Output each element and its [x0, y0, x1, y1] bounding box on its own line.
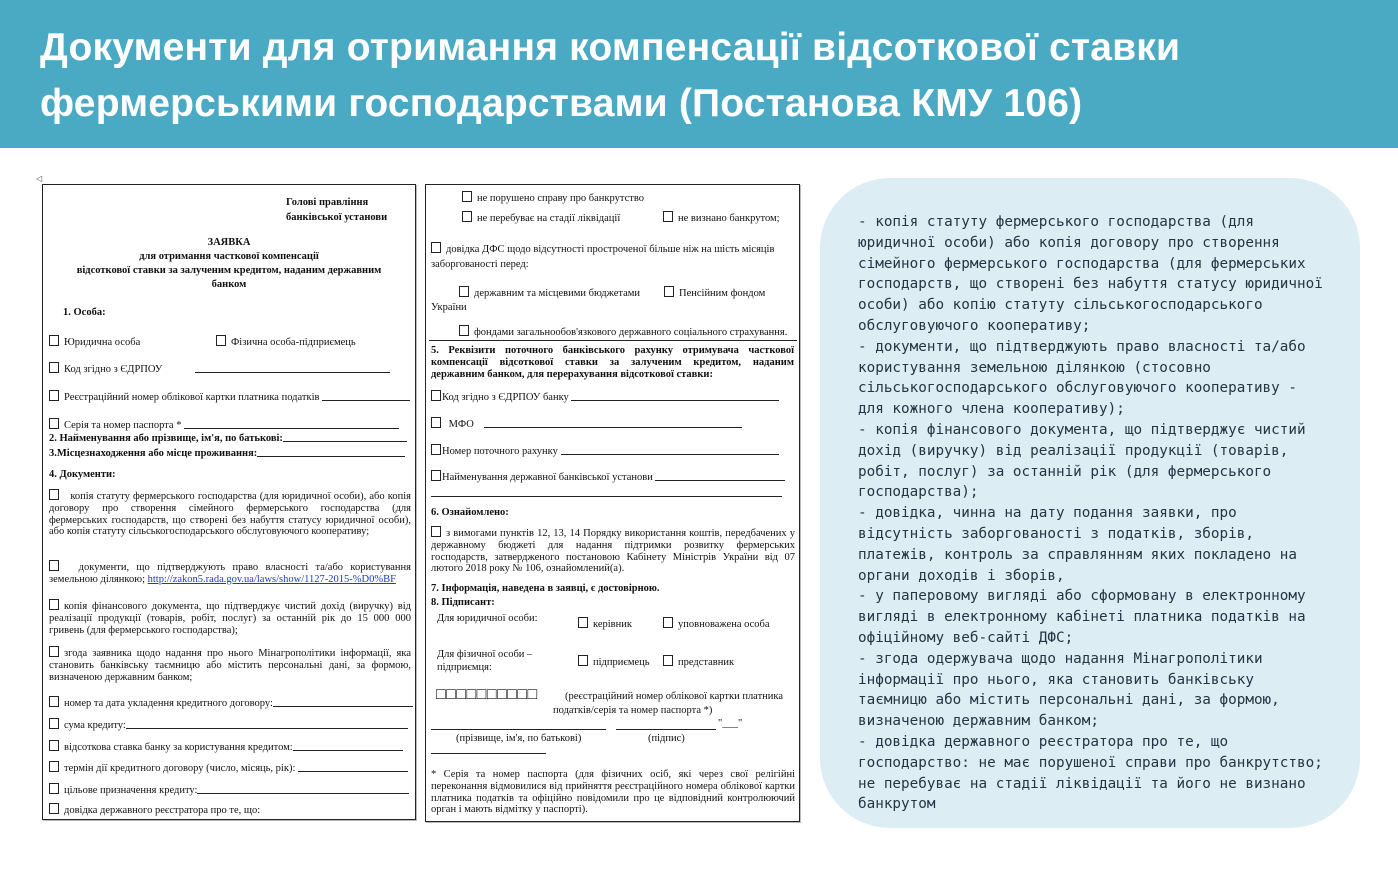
section-2-heading: 2. Найменування або прізвище, ім'я, по батькові:	[49, 432, 407, 445]
credit-agreement-field[interactable]: номер та дата укладення кредитного договору:	[49, 696, 413, 710]
doc-statute-checkbox[interactable]	[49, 489, 59, 500]
credit-amount-checkbox[interactable]	[49, 718, 59, 729]
dfs-cert-checkbox[interactable]	[431, 242, 441, 253]
legal-entity-option[interactable]: Юридична особа	[49, 335, 140, 349]
section-6-heading: 6. Ознайомлено:	[431, 507, 509, 518]
doc-statute-item[interactable]: копія статуту фермерського господарства (для юридичної особи), або копія договору про створення сімейного фермерського господарства (для фермерських господарств, що створені без набуття статусу юридичної особи), або копія статуту сільськогосподарського обслуговуючого кооперативу;	[49, 491, 411, 538]
registrar-cert-field[interactable]: довідка державного реєстратора про те, що:	[49, 803, 260, 817]
no-liquidation-checkbox[interactable]	[462, 211, 472, 222]
requirement-item: - згода одержувача щодо надання Мінагрополітики інформації про нього, яка становить банківську таємницю або містить персональні дані, за формою, визначеною державним банком;	[858, 650, 1280, 730]
interest-rate-field[interactable]: відсоткова ставка банку за користування кредитом:	[49, 740, 403, 754]
representative-checkbox[interactable]	[663, 655, 673, 666]
entrepreneur-option[interactable]: підприємець	[578, 655, 650, 669]
edrpou-field[interactable]: Код згідно з ЄДРПОУ	[49, 362, 390, 376]
section-8-heading: 8. Підписант:	[431, 597, 495, 608]
footnote-divider	[431, 753, 546, 754]
bank-name-checkbox[interactable]	[431, 470, 441, 481]
requirement-item: - довідка, чинна на дату подання заявки, про відсутність заборгованості з податків, зборів, платежів, контроль за справлянням яких покладено на органи доходів і зборів,	[858, 505, 1297, 584]
requirement-item: - документи, що підтверджують право власності та/або користування земельною ділянкою (стосовно сільськогосподарського обслуговуючого кооперативу - для кожного члена кооперативу);	[858, 338, 1306, 418]
acquainted-checkbox[interactable]	[431, 526, 441, 537]
budgets-option[interactable]: державним та місцевими бюджетами	[459, 286, 640, 300]
application-form-page-2	[425, 184, 800, 822]
requirement-item: - довідка державного реєстратора про те, що господарство: не має порушеної справи про банкрутство; не перебуває на стадії ліквідації та його не визнано банкрутом	[858, 733, 1323, 813]
passport-checkbox[interactable]	[49, 418, 59, 429]
section-1-heading: 1. Особа:	[63, 307, 106, 318]
title-banner	[0, 0, 1398, 148]
form-subtitle-2: відсоткової ставки за залученим кредитом, наданим державним	[76, 265, 382, 276]
not-bankrupt-checkbox[interactable]	[663, 211, 673, 222]
not-bankrupt-option[interactable]: не визнано банкрутом;	[663, 211, 780, 225]
for-legal-label: Для юридичної особи:	[437, 613, 538, 624]
dfs-cert-line-2: заборгованості перед:	[431, 259, 529, 270]
individual-checkbox[interactable]	[216, 335, 226, 346]
requirement-item: - копія фінансового документа, що підтверджує чистий дохід (виручку) від реалізації продукції (товарів, робіт, послуг) за останній рік (для фермерського господарства);	[858, 421, 1306, 501]
doc-consent-item[interactable]: згода заявника щодо надання про нього Мінагрополітики інформації, яка становить банківську таємницю або містить персональні дані, за формою, визначеною державним банком;	[49, 648, 411, 683]
application-form-page-1	[42, 184, 416, 820]
bank-name-line-2	[431, 496, 782, 497]
requirements-list	[858, 212, 1328, 815]
addressee-line-1: Голові правління	[286, 197, 369, 208]
land-rights-link[interactable]: http://zakon5.rada.gov.ua/laws/show/1127-2015-%D0%BF	[147, 573, 396, 585]
credit-purpose-field[interactable]: цільове призначення кредиту:	[49, 783, 409, 797]
legal-entity-checkbox[interactable]	[49, 335, 59, 346]
form-subtitle-3: банком	[211, 279, 247, 290]
registrar-cert-checkbox[interactable]	[49, 803, 59, 814]
passport-field[interactable]: Серія та номер паспорта *	[49, 418, 399, 432]
social-funds-checkbox[interactable]	[459, 325, 469, 336]
for-individual-label-1: Для фізичної особи –	[437, 649, 533, 660]
ukraine-text: України	[431, 302, 467, 313]
tax-number-label-1: (реєстраційний номер облікової картки платника	[565, 691, 783, 702]
divider	[429, 340, 797, 341]
footnote: * Серія та номер паспорта (для фізичних осіб, які через свої релігійні переконання відмовилися від прийняття реєстраційного номера облікової картки платника податків та офіційно повідомили про це відповідний контролюючий орган і мають відмітку у паспорті).	[431, 769, 795, 816]
authorized-option[interactable]: уповноважена особа	[663, 617, 770, 631]
no-liquidation-option[interactable]: не перебуває на стадії ліквідації	[462, 211, 620, 225]
tax-number-boxes[interactable]: □□□□□□□□□□	[436, 686, 538, 703]
page-title-line-1: Документи для отримання компенсації відсоткової ставки	[40, 26, 1181, 69]
section-7-heading: 7. Інформація, наведена в заявці, є достовірною.	[431, 583, 660, 594]
section-5-heading: 5. Реквізити поточного банківського рахунку отримувача часткової компенсації відсоткової ставки за залученим кредитом, наданим державним банком, для перерахування відсоткової ставки:	[431, 345, 794, 380]
entrepreneur-checkbox[interactable]	[578, 655, 588, 666]
doc-income-checkbox[interactable]	[49, 599, 59, 610]
page-marker: ◁	[36, 174, 43, 183]
doc-income-item[interactable]: копія фінансового документа, що підтверджує чистий дохід (виручку) від реалізації продукції (товарів, робіт, послуг) за останній рік до 15 000 000 гривень (для фермерського господарства);	[49, 601, 411, 636]
acquainted-statement[interactable]: з вимогами пунктів 12, 13, 14 Порядку використання коштів, передбачених у державному бюджеті для надання підтримки розвитку фермерських господарств, затвердженого постановою Кабінету Міністрів України від 07 лютого 2018 року № 106, ознайомлений(а).	[431, 528, 795, 575]
bank-name-field[interactable]: Найменування державної банківської установи	[431, 470, 785, 484]
bank-edrpou-field[interactable]: Код згідно з ЄДРПОУ банку	[431, 390, 779, 404]
credit-term-field[interactable]: термін дії кредитного договору (число, місяць, рік):	[49, 761, 408, 775]
credit-amount-field[interactable]: сума кредиту:	[49, 718, 408, 732]
requirement-item: - копія статуту фермерського господарства (для юридичної особи) або копія договору про створення сімейного фермерського господарства (для фермерських господарств, що створені без набуття статусу юридичної особи) або копію статуту сільськогосподарського обслуговуючого кооперативу;	[858, 214, 1323, 334]
signature-label: (підпис)	[648, 733, 685, 744]
form-subtitle-1: для отримання часткової компенсації	[139, 251, 319, 262]
social-funds-option[interactable]: фондами загальнообов'язкового державного соціального страхування.	[459, 325, 787, 339]
bank-edrpou-checkbox[interactable]	[431, 390, 441, 401]
mfo-field[interactable]: МФО	[431, 417, 742, 431]
doc-land-rights-checkbox[interactable]	[49, 560, 59, 571]
doc-consent-checkbox[interactable]	[49, 646, 59, 657]
pension-checkbox[interactable]	[664, 286, 674, 297]
no-case-checkbox[interactable]	[462, 191, 472, 202]
no-case-option[interactable]: не порушено справу про банкрутство	[462, 191, 644, 205]
for-individual-label-2: підприємця:	[437, 662, 492, 673]
account-field[interactable]: Номер поточного рахунку	[431, 444, 779, 458]
addressee-line-2: банківської установи	[286, 212, 388, 223]
representative-option[interactable]: представник	[663, 655, 734, 669]
doc-land-rights-item[interactable]: документи, що підтверджують право власності та/або користування земельною ділянкою; http://zakon5.rada.gov.ua/laws/show/1127-2015-%D0%BF	[49, 562, 411, 585]
signature-line	[616, 729, 716, 730]
page-title-line-2: фермерськими господарствами (Постанова КМУ 106)	[40, 82, 1083, 125]
individual-option[interactable]: Фізична особа-підприємець	[216, 335, 356, 349]
interest-rate-checkbox[interactable]	[49, 740, 59, 751]
tax-card-field[interactable]: Реєстраційний номер облікової картки платника податків	[49, 390, 410, 404]
name-signature-line	[431, 729, 606, 730]
requirement-item: - у паперовому вигляді або сформовану в електронному вигляді в електронному кабінеті платника податків на офіційному веб-сайті ДФС;	[858, 588, 1306, 646]
pension-option[interactable]: Пенсійним фондом	[664, 286, 765, 300]
section-4-heading: 4. Документи:	[49, 469, 116, 480]
credit-purpose-checkbox[interactable]	[49, 783, 59, 794]
tax-card-checkbox[interactable]	[49, 390, 59, 401]
section-3-heading: 3.Місцезнаходження або місце проживання:	[49, 447, 405, 460]
credit-agreement-checkbox[interactable]	[49, 696, 59, 707]
budgets-checkbox[interactable]	[459, 286, 469, 297]
tax-number-label-2: податків/серія та номер паспорта *)	[553, 705, 713, 716]
account-checkbox[interactable]	[431, 444, 441, 455]
authorized-checkbox[interactable]	[663, 617, 673, 628]
document-requirements-panel	[820, 178, 1360, 828]
head-checkbox[interactable]	[578, 617, 588, 628]
mfo-checkbox[interactable]	[431, 417, 441, 428]
dfs-cert-option[interactable]: довідка ДФС щодо відсутності простроченої більше ніж на шість місяців	[431, 242, 774, 256]
date-blank: "___"	[718, 718, 743, 729]
form-title: ЗАЯВКА	[207, 237, 251, 248]
edrpou-checkbox[interactable]	[49, 362, 59, 373]
name-label: (прізвище, ім'я, по батькові)	[456, 733, 582, 744]
head-option[interactable]: керівник	[578, 617, 632, 631]
credit-term-checkbox[interactable]	[49, 761, 59, 772]
